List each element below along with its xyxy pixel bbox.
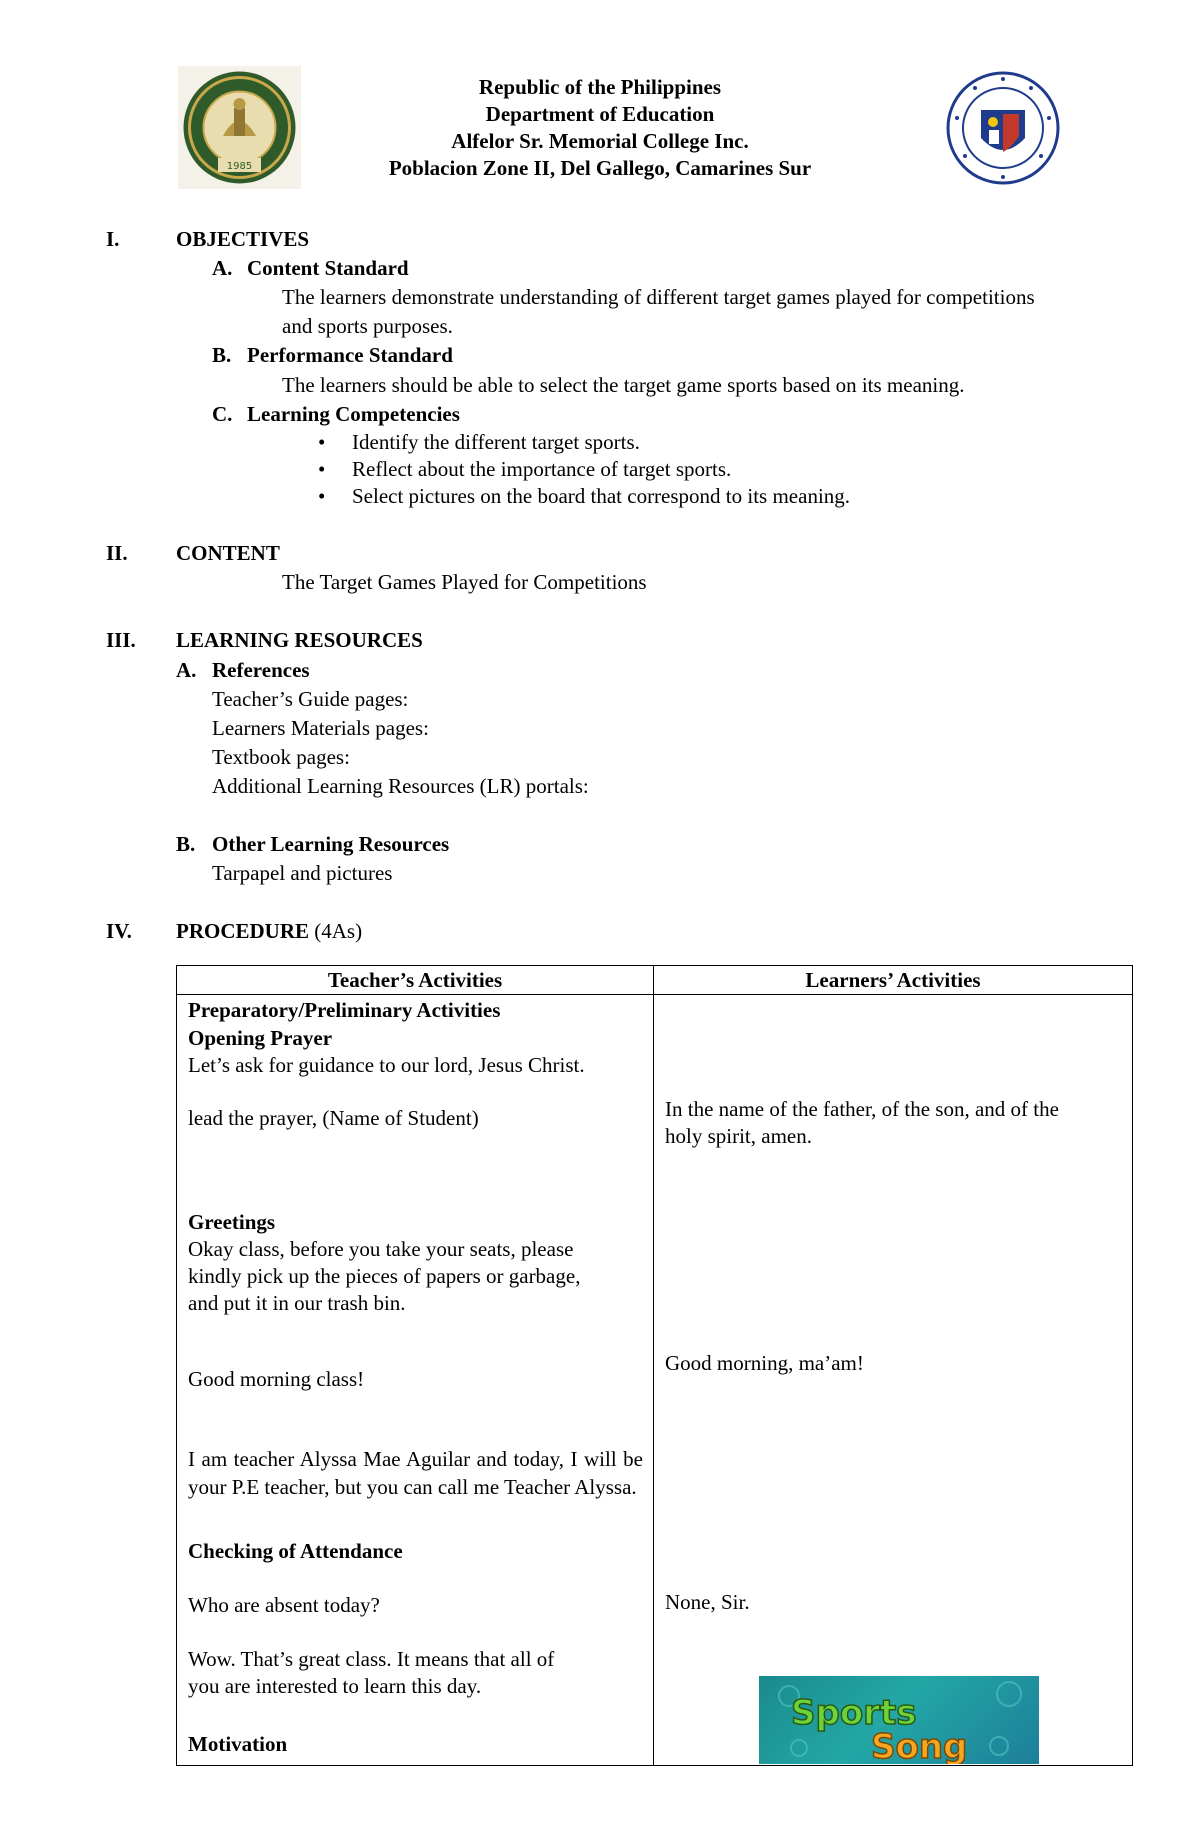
content-standard-text-1: The learners demonstrate understanding of different target games played for competitions bbox=[282, 285, 1035, 309]
performance-standard-title: Performance Standard bbox=[247, 343, 453, 367]
image-word-sports: Sports bbox=[791, 1693, 917, 1733]
learners-activities-cell bbox=[654, 995, 1133, 1766]
greetings-text-3: and put it in our trash bin. bbox=[188, 1291, 406, 1315]
header-line-deped: Department of Education bbox=[485, 102, 715, 126]
reference-item: Additional Learning Resources (LR) portals: bbox=[212, 774, 589, 798]
content-standard-text-2: and sports purposes. bbox=[282, 314, 453, 338]
learners-prayer-text-1: In the name of the father, of the son, and of the bbox=[665, 1097, 1059, 1121]
section-title-content: CONTENT bbox=[176, 541, 280, 565]
prelim-heading: Preparatory/Preliminary Activities bbox=[188, 998, 501, 1022]
greetings-heading: Greetings bbox=[188, 1210, 276, 1234]
header-line-republic: Republic of the Philippines bbox=[478, 75, 722, 99]
section-title-procedure bbox=[176, 918, 362, 946]
greetings-text-1: Okay class, before you take your seats, please bbox=[188, 1237, 574, 1261]
teacher-wow-text-1: Wow. That’s great class. It means that all of bbox=[188, 1647, 555, 1671]
procedure-title-suffix: (4As) bbox=[314, 919, 363, 943]
other-resources-title: Other Learning Resources bbox=[212, 832, 450, 856]
other-resources-text: Tarpapel and pictures bbox=[212, 861, 393, 885]
competency-item: Select pictures on the board that correspond to its meaning. bbox=[352, 484, 851, 508]
header-line-address: Poblacion Zone II, Del Gallego, Camarines Sur bbox=[388, 156, 812, 180]
college-seal-logo bbox=[178, 66, 301, 189]
performance-standard-text: The learners should be able to select the target game sports based on its meaning. bbox=[282, 373, 965, 397]
learners-good-morning: Good morning, ma’am! bbox=[665, 1351, 864, 1375]
greetings-text-2: kindly pick up the pieces of papers or garbage, bbox=[188, 1264, 581, 1288]
teacher-wow-text-2: you are interested to learn this day. bbox=[188, 1674, 482, 1698]
letterhead bbox=[300, 74, 900, 182]
learning-competencies-label: C. bbox=[212, 402, 233, 426]
section-roman-resources: III. bbox=[106, 628, 136, 652]
table-row bbox=[177, 995, 1133, 1766]
teacher-prayer-text: Let’s ask for guidance to our lord, Jesus Christ. bbox=[188, 1053, 585, 1077]
bullet-icon: • bbox=[318, 457, 326, 481]
content-text: The Target Games Played for Competitions bbox=[282, 570, 647, 594]
section-roman-content: II. bbox=[106, 541, 128, 565]
section-roman-procedure: IV. bbox=[106, 919, 132, 943]
teacher-intro: I am teacher Alyssa Mae Aguilar and today, I will be your P.E teacher, but you can call me Teacher Alyssa. bbox=[188, 1447, 643, 1499]
competency-item: Identify the different target sports. bbox=[352, 430, 640, 454]
teacher-good-morning: Good morning class! bbox=[188, 1367, 365, 1391]
procedure-table bbox=[176, 965, 1133, 1766]
bullet-icon: • bbox=[318, 430, 326, 454]
seal-year: 1985 bbox=[226, 161, 253, 172]
bullet-icon: • bbox=[318, 484, 326, 508]
section-roman-objectives: I. bbox=[106, 227, 120, 251]
performance-standard-label: B. bbox=[212, 343, 232, 367]
teacher-lead-prayer-text: lead the prayer, (Name of Student) bbox=[188, 1106, 479, 1130]
attendance-heading: Checking of Attendance bbox=[188, 1539, 403, 1563]
other-resources-label: B. bbox=[176, 832, 196, 856]
section-title-resources: LEARNING RESOURCES bbox=[176, 628, 423, 652]
header-line-college: Alfelor Sr. Memorial College Inc. bbox=[451, 129, 749, 153]
teacher-absent-question: Who are absent today? bbox=[188, 1593, 380, 1617]
reference-item: Learners Materials pages: bbox=[212, 716, 429, 740]
competency-item: Reflect about the importance of target sports. bbox=[352, 457, 732, 481]
sports-song-image bbox=[759, 1676, 1039, 1764]
deped-seal-logo bbox=[945, 70, 1061, 186]
references-label: A. bbox=[176, 658, 197, 682]
learning-competencies-title: Learning Competencies bbox=[247, 402, 460, 426]
col-header-teacher: Teacher’s Activities bbox=[177, 966, 654, 995]
opening-prayer-heading: Opening Prayer bbox=[188, 1026, 333, 1050]
content-standard-title: Content Standard bbox=[247, 256, 409, 280]
motivation-heading: Motivation bbox=[188, 1732, 288, 1756]
col-header-learners: Learners’ Activities bbox=[654, 966, 1133, 995]
teacher-activities-cell bbox=[177, 995, 654, 1766]
sports-song-graphic bbox=[759, 1676, 1039, 1764]
section-title-objectives: OBJECTIVES bbox=[176, 227, 310, 251]
procedure-title: PROCEDURE bbox=[176, 919, 310, 943]
learners-none-reply: None, Sir. bbox=[665, 1590, 750, 1614]
references-title: References bbox=[212, 658, 310, 682]
reference-item: Textbook pages: bbox=[212, 745, 350, 769]
learners-prayer-text-2: holy spirit, amen. bbox=[665, 1124, 812, 1148]
table-header-row bbox=[177, 966, 1133, 995]
reference-item: Teacher’s Guide pages: bbox=[212, 687, 409, 711]
content-standard-label: A. bbox=[212, 256, 233, 280]
image-word-song: Song bbox=[871, 1727, 968, 1764]
